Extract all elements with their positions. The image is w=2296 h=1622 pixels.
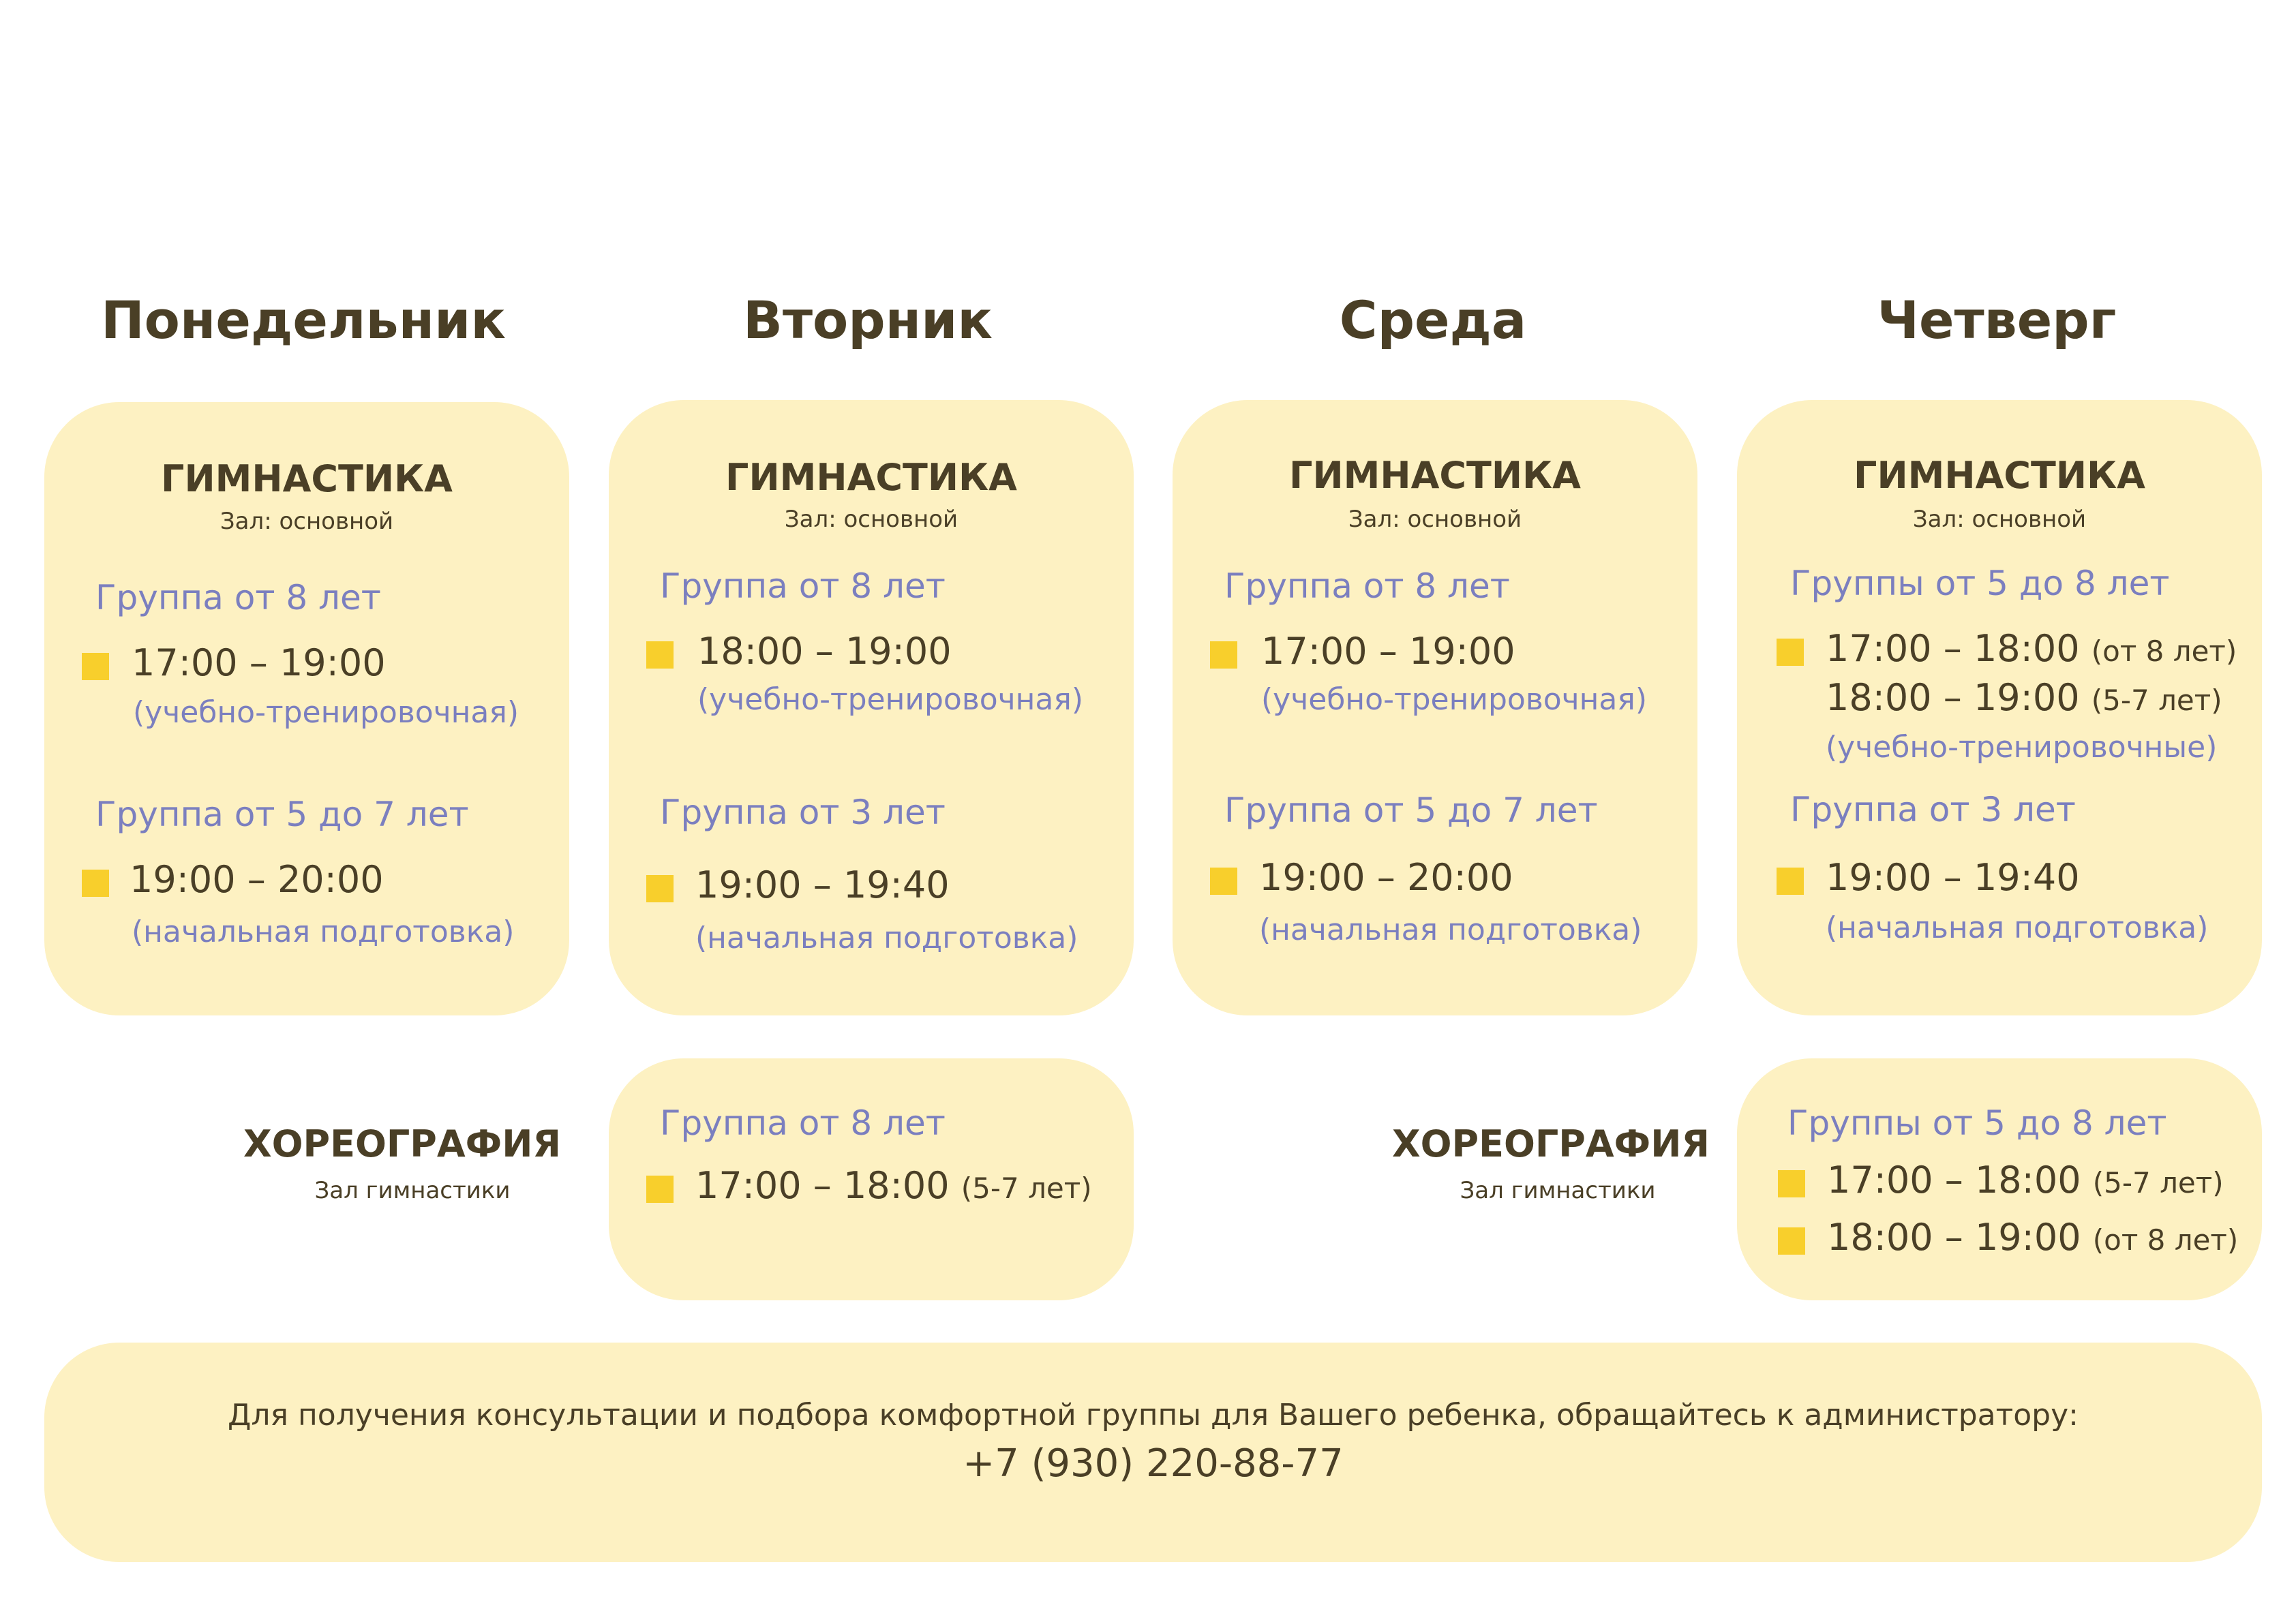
thursday-gym-card (1737, 400, 2262, 1015)
monday-group-2-note: (начальная подготовка) (132, 915, 515, 949)
wednesday-gym-title: ГИМНАСТИКА (1289, 454, 1581, 497)
thursday-group-1-time2-value: 18:00 – 19:00 (1826, 676, 2080, 719)
thursday-gym-hall: Зал: основной (1912, 506, 2087, 533)
tuesday-group-2-note: (начальная подготовка) (695, 921, 1078, 955)
thursday-choreo-time-1-note: (5-7 лет) (2092, 1166, 2224, 1199)
thursday-group-2-label: Группа от 3 лет (1790, 790, 2076, 829)
wednesday-choreo-hall: Зал гимнастики (1460, 1177, 1656, 1204)
tuesday-choreo-time-value: 17:00 – 18:00 (695, 1164, 950, 1207)
thursday-choreo-label: Группы от 5 до 8 лет (1787, 1103, 2167, 1143)
thursday-choreo-time-2-note: (от 8 лет) (2092, 1223, 2239, 1257)
tuesday-group-1-note: (учебно-тренировочная) (697, 682, 1084, 717)
monday-group-2-time: 19:00 – 20:00 (130, 858, 384, 901)
tuesday-group-2-time: 19:00 – 19:40 (695, 863, 950, 906)
thursday-choreo-bullet-2 (1778, 1227, 1805, 1255)
tuesday-choreo-label: Группа от 8 лет (660, 1103, 946, 1143)
wednesday-gym-hall: Зал: основной (1348, 506, 1522, 533)
day-title-thursday: Четверг (1877, 290, 2117, 350)
thursday-choreo-time-1-value: 17:00 – 18:00 (1827, 1159, 2081, 1202)
thursday-choreo-time-1 (1827, 1159, 2224, 1202)
thursday-choreo-bullet-1 (1778, 1170, 1805, 1197)
monday-group-1-note: (учебно-тренировочная) (133, 695, 519, 730)
monday-gym-hall: Зал: основной (220, 508, 394, 535)
tuesday-gym-hall: Зал: основной (784, 506, 958, 533)
thursday-group-1-time2 (1826, 676, 2222, 719)
tuesday-choreo-bullet (646, 1176, 674, 1203)
tuesday-gym-card (609, 400, 1134, 1015)
wednesday-group-1-note: (учебно-тренировочная) (1261, 682, 1648, 717)
day-title-tuesday: Вторник (743, 290, 993, 350)
wednesday-group-1-time: 17:00 – 19:00 (1261, 630, 1515, 673)
thursday-group-1-time2-note: (5-7 лет) (2091, 684, 2222, 717)
wednesday-group-2-label: Группа от 5 до 7 лет (1224, 791, 1598, 830)
day-title-monday: Понедельник (101, 290, 506, 350)
monday-choreo-hall: Зал гимнастики (314, 1177, 511, 1204)
wednesday-group-2-note: (начальная подготовка) (1259, 913, 1642, 947)
tuesday-group-1-time: 18:00 – 19:00 (697, 630, 952, 673)
monday-group-1-time: 17:00 – 19:00 (132, 641, 386, 684)
thursday-group-1-time (1826, 627, 2237, 670)
tuesday-choreo-time (695, 1164, 1092, 1207)
tuesday-group-2-label: Группа от 3 лет (660, 793, 946, 832)
footer-phone[interactable]: +7 (930) 220-88-77 (963, 1441, 1344, 1486)
footer-text: Для получения консультации и подбора комфортной группы для Вашего ребенка, обращайтесь к администратору: (228, 1398, 2079, 1433)
tuesday-choreo-card (609, 1058, 1134, 1300)
thursday-choreo-card (1737, 1058, 2262, 1300)
thursday-group-2-note: (начальная подготовка) (1826, 911, 2209, 945)
thursday-group-1-bullet (1777, 639, 1804, 666)
thursday-group-2-bullet (1777, 868, 1804, 895)
tuesday-group-2-bullet (646, 875, 674, 902)
thursday-group-1-time-note: (от 8 лет) (2091, 634, 2237, 668)
wednesday-group-2-time: 19:00 – 20:00 (1259, 856, 1513, 899)
thursday-choreo-time-2 (1827, 1216, 2239, 1259)
wednesday-choreo-title: ХОРЕОГРАФИЯ (1391, 1122, 1710, 1165)
tuesday-gym-title: ГИМНАСТИКА (725, 456, 1017, 499)
tuesday-group-1-bullet (646, 641, 674, 669)
thursday-choreo-time-2-value: 18:00 – 19:00 (1827, 1216, 2081, 1259)
thursday-group-1-label: Группы от 5 до 8 лет (1790, 564, 2170, 603)
footer-card (44, 1343, 2262, 1562)
monday-gym-title: ГИМНАСТИКА (161, 457, 453, 500)
day-title-wednesday: Среда (1339, 290, 1527, 350)
wednesday-group-2-bullet (1210, 868, 1237, 895)
monday-group-2-bullet (82, 870, 109, 897)
monday-group-1-bullet (82, 653, 109, 680)
thursday-group-1-time-value: 17:00 – 18:00 (1826, 627, 2080, 670)
monday-group-1-label: Группа от 8 лет (95, 578, 381, 617)
thursday-gym-title: ГИМНАСТИКА (1854, 454, 2145, 497)
tuesday-group-1-label: Группа от 8 лет (660, 566, 946, 606)
wednesday-gym-card (1173, 400, 1697, 1015)
monday-gym-card (44, 402, 569, 1015)
tuesday-choreo-time-note: (5-7 лет) (961, 1172, 1092, 1205)
monday-choreo-title: ХОРЕОГРАФИЯ (243, 1122, 561, 1165)
thursday-group-1-note: (учебно-тренировочные) (1826, 730, 2218, 765)
wednesday-group-1-label: Группа от 8 лет (1224, 566, 1510, 606)
monday-group-2-label: Группа от 5 до 7 лет (95, 795, 469, 834)
thursday-group-2-time: 19:00 – 19:40 (1826, 856, 2080, 899)
wednesday-group-1-bullet (1210, 641, 1237, 669)
